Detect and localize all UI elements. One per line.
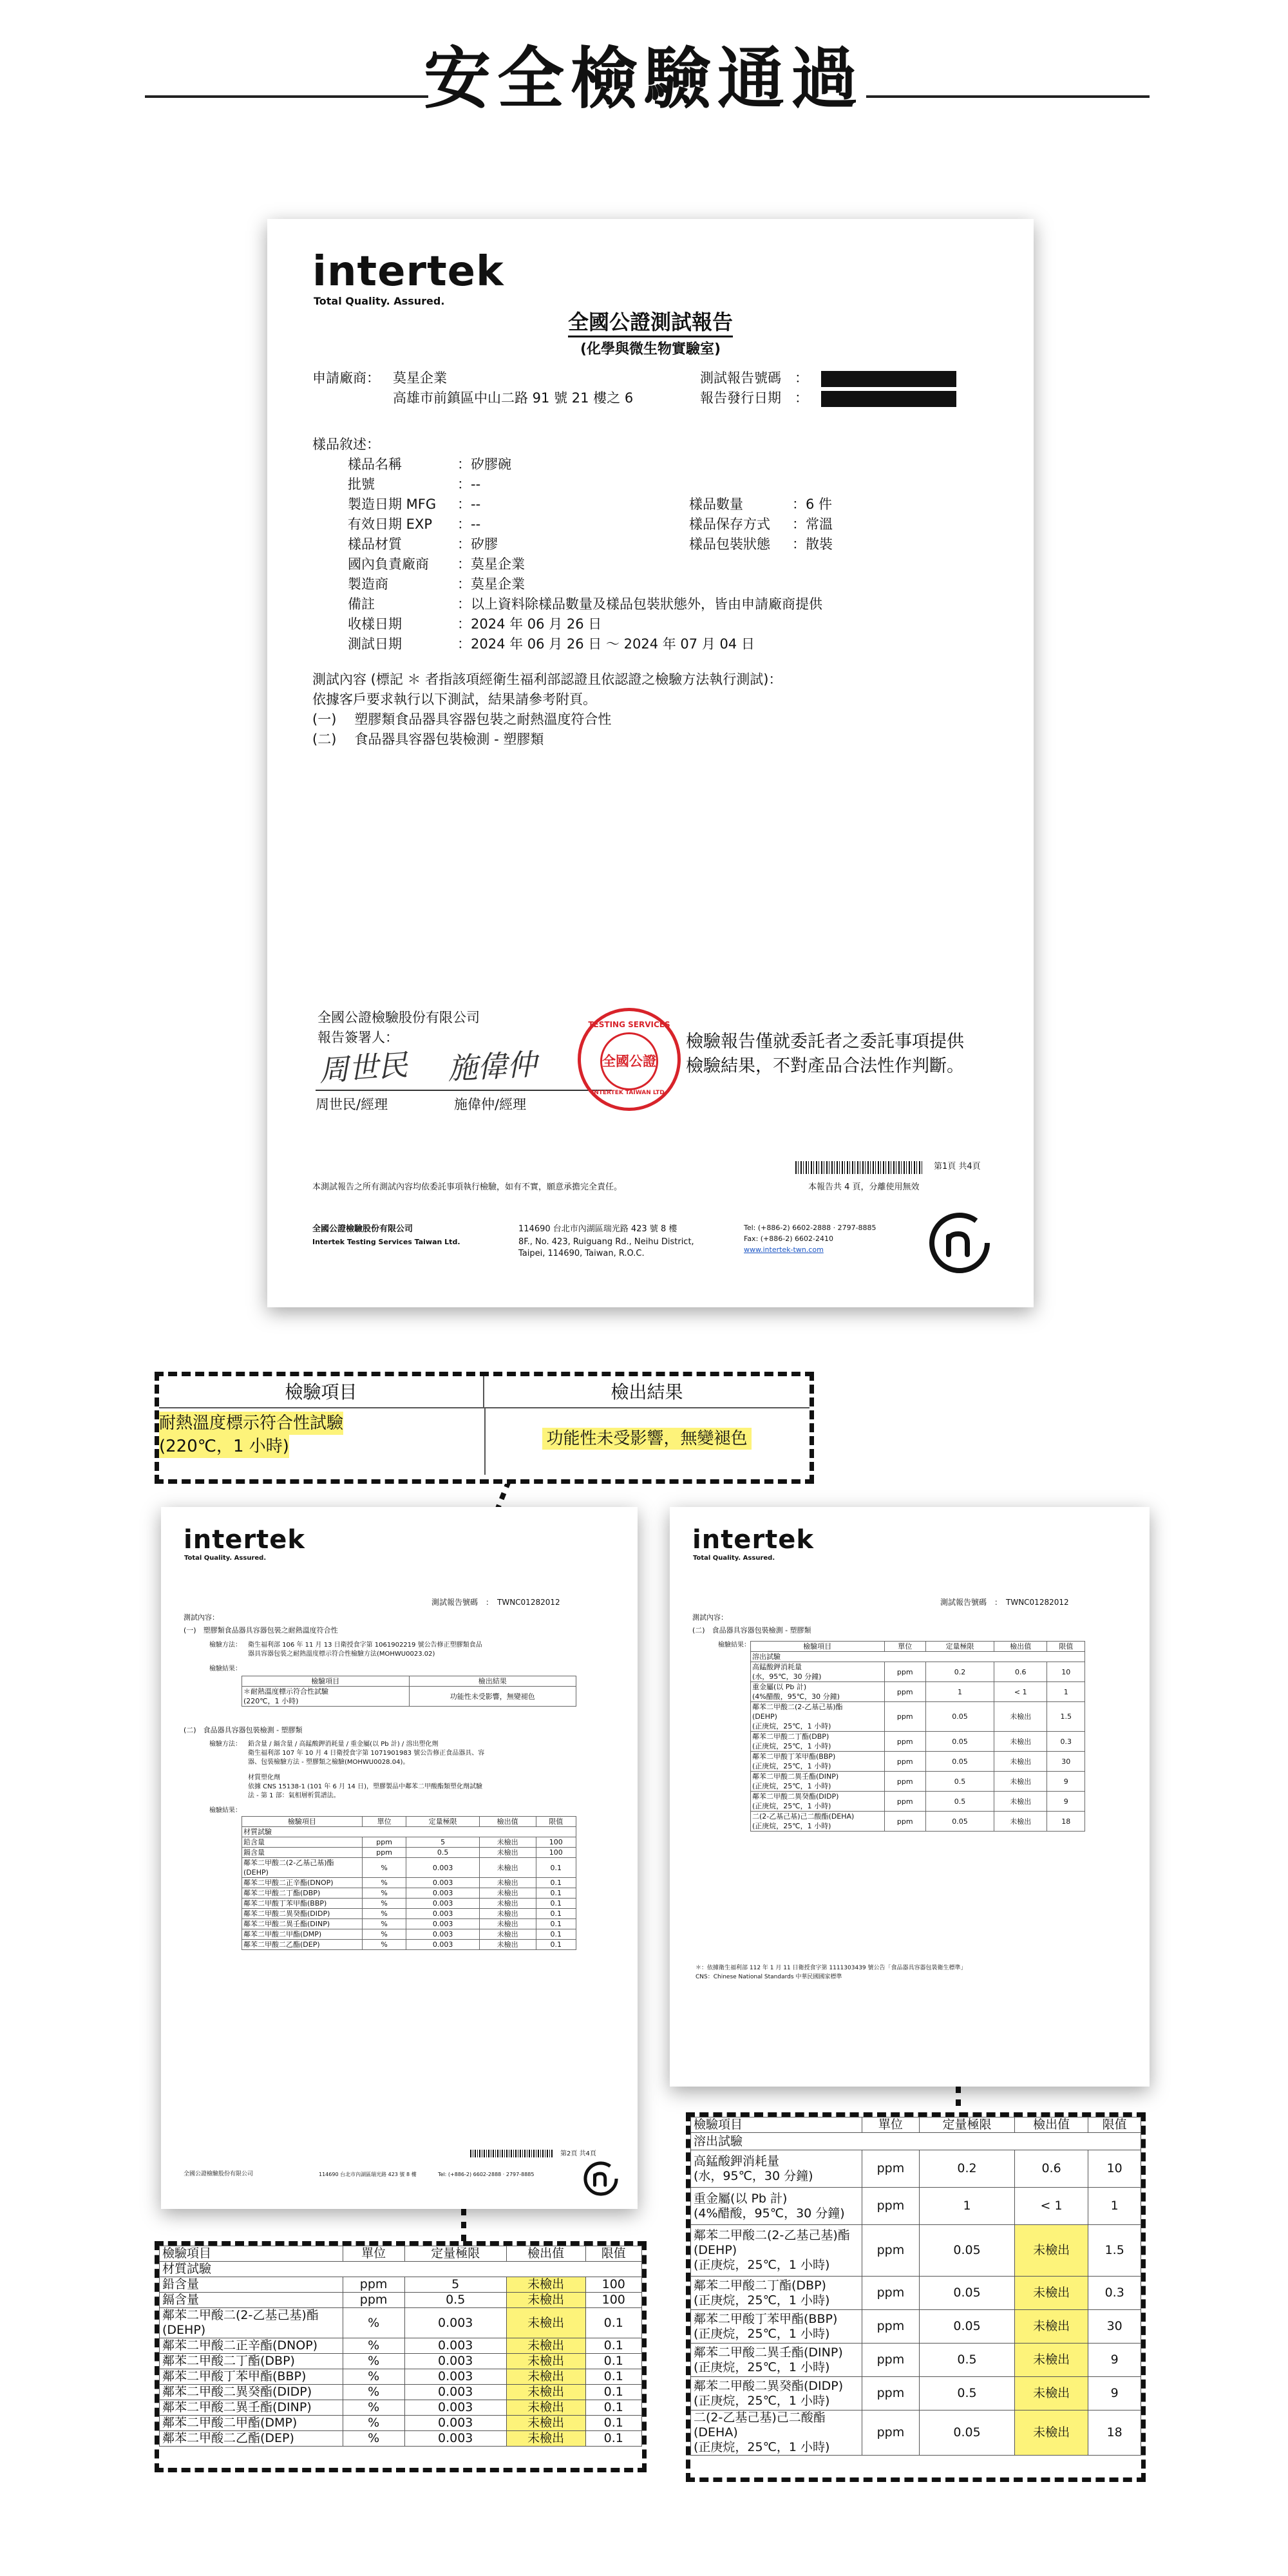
col-result: 檢出值 <box>1014 2117 1088 2133</box>
test-intro-2: 依據客戶要求執行以下測試，結果請參考附頁。 <box>312 692 596 707</box>
field-row: 製造商 ：莫星企業 <box>348 576 525 592</box>
p2-heat-table <box>242 1676 576 1707</box>
seal-text-center: 全國公證 <box>602 1054 656 1069</box>
p2-method2-d: 材質塑化劑 <box>248 1774 280 1781</box>
col-limit: 限值 <box>585 2246 641 2262</box>
issue-date-label: 報告發行日期 ： <box>700 390 808 406</box>
table-row: 鄰苯二甲酸二丁酯(DBP) (正庚烷，25℃，1 小時) ppm 0.05 未檢出 0.3 <box>691 2277 1141 2310</box>
signer-2: 施偉仲/經理 <box>454 1097 527 1112</box>
zoom-material-table <box>159 2246 642 2447</box>
signer-label: 報告簽署人： <box>317 1030 399 1045</box>
p2-result2-label: 檢驗結果： <box>209 1807 242 1814</box>
p2-footer-addr: 114690 台北市內湖區瑞光路 423 號 8 樓 <box>319 2172 417 2177</box>
p2-footer-company: 全國公證檢驗股份有限公司 <box>184 2171 254 2177</box>
report-title: 全國公證測試報告 <box>267 306 1034 336</box>
footer-note-right: 本報告共 4 頁，分離使用無效 <box>808 1182 920 1192</box>
col-lod: 定量極限 <box>404 2246 506 2262</box>
logo-tagline: Total Quality. Assured. <box>693 1555 775 1562</box>
p2-col-unit: 單位 <box>362 1817 406 1827</box>
table-row: 鄰苯二甲酸丁苯甲酯(BBP) (正庚烷，25℃，1 小時) ppm 0.05 未檢出 30 <box>691 2310 1141 2344</box>
table-row: 鎘含量 ppm 0.5 未檢出 100 <box>160 2293 642 2308</box>
p2-method2-c: 器、包裝檢驗方法 - 塑膠類之檢驗(MOHWU0028.04)。 <box>248 1759 410 1766</box>
applicant-address: 高雄市前鎮區中山二路 91 號 21 樓之 6 <box>393 390 634 406</box>
p3-col-item: 檢驗項目 <box>751 1642 885 1652</box>
p3-footnote-1: ＊：依據衛生福利部 112 年 1 月 11 日衛授食字第 1111303439 號公告「食品器具容器包裝衛生標準」 <box>696 1965 967 1971</box>
footer-addr-1: 114690 台北市內湖區瑞光路 423 號 8 樓 <box>518 1224 677 1234</box>
table-row: 鄰苯二甲酸二甲酯(DMP) % 0.003 未檢出 0.1 <box>160 2416 642 2431</box>
p3-col-limit: 限值 <box>1047 1642 1085 1652</box>
report-page-2 <box>161 1507 638 2209</box>
table-row: 鄰苯二甲酸二(2-乙基己基)酯 (DEHP) (正庚烷，25℃，1 小時) ppm 0.05 未檢出 1.5 <box>691 2225 1141 2277</box>
zoom-migration-table <box>690 2117 1141 2456</box>
table-row: 鄰苯二甲酸二(2-乙基己基)酯 (DEHP) (正庚烷，25℃，1 小時) ppm 0.05 未檢出 1.5 <box>751 1702 1085 1732</box>
p2-method2-e: 依據 CNS 15138-1 (101 年 6 月 14 日)，塑膠製品中鄰苯二甲酸酯類塑化劑試驗 <box>248 1783 482 1790</box>
disclaimer-2: 檢驗結果，不對產品合法性作判斷。 <box>686 1056 964 1076</box>
field-row: 國內負責廠商 ：莫星企業 <box>348 556 525 572</box>
col-unit: 單位 <box>343 2246 404 2262</box>
table-row: 鄰苯二甲酸二乙酯(DEP) % 0.003 未檢出 0.1 <box>160 2431 642 2447</box>
zoom-heat-result: 功能性未受影響，無變褪色 <box>484 1425 810 1449</box>
table-row: 鄰苯二甲酸丁苯甲酯(BBP) % 0.003 未檢出 0.1 <box>242 1899 576 1909</box>
p2-footer-tel: Tel: (+886-2) 6602-2888 · 2797-8885 <box>438 2172 535 2177</box>
p2-heat-col-item: 檢驗項目 <box>242 1676 410 1687</box>
p2-page-number: 第2頁 共4頁 <box>560 2150 596 2157</box>
p2-barcode <box>470 2150 554 2157</box>
footer-note-left: 本測試報告之所有測試內容均依委託事項執行檢驗，如有不實，願意承擔完全責任。 <box>312 1182 623 1192</box>
section-row: 溶出試驗 <box>691 2133 1141 2150</box>
table-row: 鄰苯二甲酸二異壬酯(DINP) % 0.003 未檢出 0.1 <box>160 2400 642 2416</box>
applicant-name: 莫星企業 <box>393 370 447 386</box>
table-row: 鄰苯二甲酸二丁酯(DBP) % 0.003 未檢出 0.1 <box>160 2354 642 2369</box>
field-row: 批號 ：-- <box>348 477 481 492</box>
table-row: 二(2-乙基己基)己二酸酯(DEHA) (正庚烷，25℃，1 小時) ppm 0.05 未檢出 18 <box>751 1812 1085 1832</box>
disclaimer-1: 檢驗報告僅就委託者之委託事項提供 <box>686 1032 964 1052</box>
p3-col-unit: 單位 <box>884 1642 925 1652</box>
field-row: 有效日期 EXP ：-- <box>348 516 481 532</box>
report-no-label: 測試報告號碼 ： <box>700 370 808 386</box>
table-row: 鄰苯二甲酸二異癸酯(DIDP) (正庚烷，25℃，1 小時) ppm 0.5 未檢出 9 <box>691 2377 1141 2410</box>
field-row: 樣品名稱 ：矽膠碗 <box>348 457 511 472</box>
section-row: 材質試驗 <box>160 2262 642 2277</box>
signature-1: 周世民 <box>317 1047 409 1088</box>
col-unit: 單位 <box>862 2117 920 2133</box>
field-row: 樣品數量 ：6 件 <box>689 497 833 512</box>
table-row: 鄰苯二甲酸二(2-乙基己基)酯 (DEHP) % 0.003 未檢出 0.1 <box>242 1858 576 1878</box>
zoom-heat-item: 耐熱溫度標示符合性試驗 (220℃，1 小時) <box>159 1412 343 1458</box>
company-name: 全國公證檢驗股份有限公司 <box>317 1010 480 1025</box>
table-row: 鄰苯二甲酸二異壬酯(DINP) (正庚烷，25℃，1 小時) ppm 0.5 未檢出 9 <box>691 2344 1141 2377</box>
zoom-material-box <box>155 2241 647 2472</box>
table-row: 鄰苯二甲酸二甲酯(DMP) % 0.003 未檢出 0.1 <box>242 1929 576 1940</box>
p2-intertek-circle-logo-icon <box>583 2161 619 2197</box>
p2-col-result: 檢出值 <box>479 1817 536 1827</box>
col-item: 檢驗項目 <box>160 2246 343 2262</box>
p3-footnote-2: CNS：Chinese National Standards 中華民國國家標準 <box>696 1974 842 1980</box>
p3-sec2: (二) 食品器具容器包裝檢測 - 塑膠類 <box>692 1626 811 1634</box>
p2-col-lod: 定量極限 <box>406 1817 479 1827</box>
p3-col-lod: 定量極限 <box>925 1642 994 1652</box>
footer-company-en: Intertek Testing Services Taiwan Ltd. <box>312 1238 460 1246</box>
footer-addr-2: 8F., No. 423, Ruiguang Rd., Neihu District, <box>518 1237 694 1247</box>
table-row: 鄰苯二甲酸二乙酯(DEP) % 0.003 未檢出 0.1 <box>242 1940 576 1950</box>
footer-company-zh: 全國公證檢驗股份有限公司 <box>312 1224 413 1234</box>
report-page-3 <box>670 1507 1150 2087</box>
footer-fax: Fax: (+886-2) 6602-2410 <box>744 1235 833 1243</box>
table-row: 鄰苯二甲酸二異癸酯(DIDP) (正庚烷，25℃，1 小時) ppm 0.5 未檢出 9 <box>751 1792 1085 1812</box>
test-item-2: (二) 食品器具容器包裝檢測 - 塑膠類 <box>312 732 544 747</box>
p2-method1-a: 衛生福利部 106 年 11 月 13 日衛授食字第 1061902219 號公告修正塑膠類食品 <box>248 1642 482 1649</box>
field-row: 樣品包裝狀態 ：散裝 <box>689 536 833 552</box>
page-number: 第1頁 共4頁 <box>934 1162 981 1171</box>
table-row: 鄰苯二甲酸二丁酯(DBP) % 0.003 未檢出 0.1 <box>242 1888 576 1899</box>
intertek-logo: intertek <box>184 1525 306 1555</box>
table-row: 鄰苯二甲酸二異癸酯(DIDP) % 0.003 未檢出 0.1 <box>160 2385 642 2400</box>
p2-report-no: 測試報告號碼 ： TWNC01282012 <box>431 1598 560 1607</box>
p3-section-row: 溶出試驗 <box>751 1652 1085 1662</box>
signature-2: 施偉仲 <box>446 1046 538 1086</box>
footer-web: www.intertek-twn.com <box>744 1245 824 1254</box>
table-row: 重金屬(以 Pb 計) (4%醋酸，95℃，30 分鐘) ppm 1 < 1 1 <box>751 1682 1085 1702</box>
table-row: 二(2-乙基己基)己二酸酯(DEHA) (正庚烷，25℃，1 小時) ppm 0.05 未檢出 18 <box>691 2410 1141 2456</box>
p2-method2-label: 檢驗方法： <box>209 1741 242 1748</box>
p2-method2-f: 法 - 第 1 部：氣相層析質譜法。 <box>248 1792 340 1799</box>
signer-1: 周世民/經理 <box>316 1097 388 1112</box>
table-row: 鄰苯二甲酸二異壬酯(DINP) % 0.003 未檢出 0.1 <box>242 1919 576 1929</box>
zoom-heat-header-item: 檢驗項目 <box>159 1376 484 1408</box>
seal-text-top: TESTING SERVICES <box>588 1020 670 1029</box>
table-row: 高錳酸鉀消耗量 (水，95℃，30 分鐘) ppm 0.2 0.6 10 <box>751 1662 1085 1682</box>
p3-content-label: 測試內容： <box>692 1613 728 1622</box>
table-row: 鄰苯二甲酸丁苯甲酯(BBP) % 0.003 未檢出 0.1 <box>160 2369 642 2385</box>
p3-result-label: 檢驗結果： <box>718 1642 750 1649</box>
test-intro-1: 測試內容 (標記 ＊ 者指該項經衛生福利部認證且依認證之檢驗方法執行測試)： <box>312 672 782 687</box>
p2-heat-col-result: 檢出結果 <box>409 1676 576 1687</box>
p3-col-result: 檢出值 <box>994 1642 1047 1652</box>
zoom-migration-box <box>686 2112 1146 2482</box>
test-item-1: (一) 塑膠類食品器具容器包裝之耐熱溫度符合性 <box>312 712 612 727</box>
table-row: 鉛含量 ppm 5 未檢出 100 <box>242 1837 576 1848</box>
field-row: 樣品材質 ：矽膠 <box>348 536 498 552</box>
field-row: 樣品保存方式 ：常溫 <box>689 516 833 532</box>
col-result: 檢出值 <box>506 2246 585 2262</box>
p3-migration-table <box>750 1641 1085 1832</box>
table-row: 鄰苯二甲酸丁苯甲酯(BBP) (正庚烷，25℃，1 小時) ppm 0.05 未檢出 30 <box>751 1752 1085 1772</box>
p2-method2-b: 衛生福利部 107 年 10 月 4 日衛授食字第 1071901983 號公告修正食品器具、容 <box>248 1750 485 1757</box>
col-limit: 限值 <box>1088 2117 1141 2133</box>
table-row: 鄰苯二甲酸二(2-乙基己基)酯 (DEHP) % 0.003 未檢出 0.1 <box>160 2308 642 2338</box>
zoom-heat-box <box>155 1372 814 1484</box>
table-row: 鎘含量 ppm 0.5 未檢出 100 <box>242 1848 576 1858</box>
intertek-logo: intertek <box>312 248 504 296</box>
p2-sec2: (二) 食品器具容器包裝檢測 - 塑膠類 <box>184 1726 303 1734</box>
field-row: 備註 ：以上資料除樣品數量及樣品包裝狀態外，皆由申請廠商提供 <box>348 596 822 612</box>
footer-tel: Tel: (+886-2) 6602-2888 · 2797-8885 <box>744 1224 876 1232</box>
p2-sec1: (一) 塑膠類食品器具容器包裝之耐熱溫度符合性 <box>184 1626 338 1634</box>
p2-section-row: 材質試驗 <box>242 1827 576 1837</box>
applicant-label: 申請廠商： <box>312 370 380 386</box>
p2-col-item: 檢驗項目 <box>242 1817 363 1827</box>
p2-method2-a: 鉛含量 / 鎘含量 / 高錳酸鉀消耗量 / 重金屬(以 Pb 計) / 溶出塑化劑 <box>248 1741 439 1748</box>
table-row: 鄰苯二甲酸二異癸酯(DIDP) % 0.003 未檢出 0.1 <box>242 1909 576 1919</box>
table-row: 高錳酸鉀消耗量 (水，95℃，30 分鐘) ppm 0.2 0.6 10 <box>691 2150 1141 2188</box>
report-subtitle: (化學與微生物實驗室) <box>580 341 721 357</box>
table-row: 鄰苯二甲酸二丁酯(DBP) (正庚烷，25℃，1 小時) ppm 0.05 未檢出 0.3 <box>751 1732 1085 1752</box>
intertek-logo: intertek <box>692 1525 815 1555</box>
p2-material-table <box>242 1816 576 1950</box>
p2-heat-item: ＊耐熱溫度標示符合性試驗 (220℃，1 小時) <box>242 1687 410 1707</box>
field-row: 製造日期 MFG ：-- <box>348 497 481 512</box>
page-title: 安全檢驗通過 <box>423 39 864 118</box>
table-row: 重金屬(以 Pb 計) (4%醋酸，95℃，30 分鐘) ppm 1 < 1 1 <box>691 2188 1141 2225</box>
table-row: 鄰苯二甲酸二異壬酯(DINP) (正庚烷，25℃，1 小時) ppm 0.5 未檢出 9 <box>751 1772 1085 1792</box>
table-row: 鄰苯二甲酸二正辛酯(DNOP) % 0.003 未檢出 0.1 <box>160 2338 642 2354</box>
p2-method-label: 檢驗方法： <box>209 1642 242 1649</box>
seal-text-bottom: INTERTEK TAIWAN LTD. <box>591 1090 667 1096</box>
field-row: 測試日期 ：2024 年 06 月 26 日 ～ 2024 年 07 月 04 日 <box>348 636 755 652</box>
col-item: 檢驗項目 <box>691 2117 862 2133</box>
logo-tagline: Total Quality. Assured. <box>184 1555 267 1562</box>
table-row: 鉛含量 ppm 5 未檢出 100 <box>160 2277 642 2293</box>
sample-heading: 樣品敘述： <box>312 437 380 452</box>
p2-heat-result: 功能性未受影響，無變褪色 <box>409 1687 576 1707</box>
p2-col-limit: 限值 <box>536 1817 576 1827</box>
p2-result-label: 檢驗結果： <box>209 1665 242 1672</box>
zoom-heat-header-result: 檢出結果 <box>484 1376 810 1408</box>
p2-method1-b: 器具容器包裝之耐熱溫度標示符合性檢驗方法(MOHWU0023.02) <box>248 1651 435 1658</box>
footer-addr-3: Taipei, 114690, Taiwan, R.O.C. <box>518 1249 645 1258</box>
table-row: 鄰苯二甲酸二正辛酯(DNOP) % 0.003 未檢出 0.1 <box>242 1878 576 1888</box>
logo-tagline: Total Quality. Assured. <box>314 295 445 307</box>
col-lod: 定量極限 <box>920 2117 1015 2133</box>
p3-report-no: 測試報告號碼 ： TWNC01282012 <box>940 1598 1069 1607</box>
field-row: 收樣日期 ：2024 年 06 月 26 日 <box>348 616 602 632</box>
p2-content-label: 測試內容： <box>184 1613 219 1622</box>
